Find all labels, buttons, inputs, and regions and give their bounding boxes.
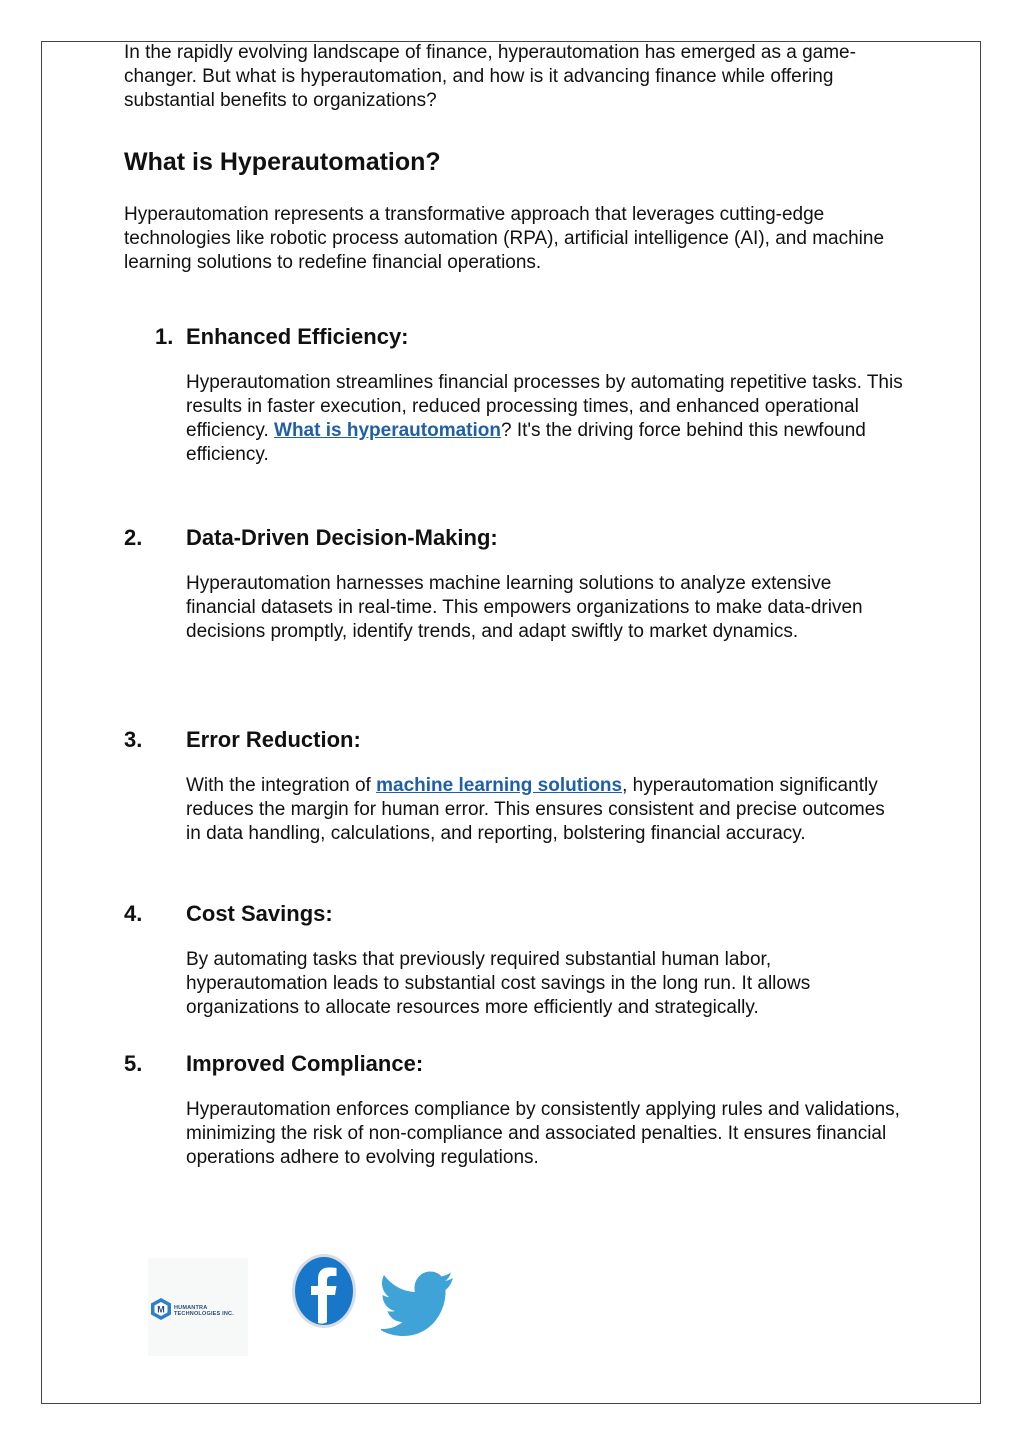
benefit-heading: [124, 524, 904, 552]
intro-paragraph: In the rapidly evolving landscape of finance, hyperautomation has emerged as a game-changer. But what is hyperautomation, and how is it advancing finance while offering substantial benefits to organizations?: [124, 42, 856, 111]
benefit-body: By automating tasks that previously required substantial human labor, hyperautomation leads to substantial cost savings in the long run. It allows organizations to allocate resources more efficiently and strategically.: [186, 949, 811, 1018]
benefit-heading: [124, 726, 904, 754]
company-name-line1: HUMANTRA: [174, 1305, 208, 1311]
company-name-line2: TECHNOLOGIES INC.: [174, 1311, 234, 1317]
benefit-number: 4.: [124, 901, 143, 926]
benefit-body: [186, 371, 904, 467]
benefit-body: Hyperautomation enforces compliance by consistently applying rules and validations, minimizing the risk of non-compliance and associated penalties. It ensures financial operations adhere to evolving regulations.: [186, 1099, 900, 1168]
benefit-title: Data-Driven Decision-Making:: [186, 525, 498, 550]
twitter-icon[interactable]: [381, 1256, 453, 1342]
section-body: Hyperautomation represents a transformative approach that leverages cutting-edge technologies like robotic process automation (RPA), artificial intelligence (AI), and machine learning solutions to redefine financial operations.: [124, 204, 885, 273]
benefit-item: [124, 900, 904, 1020]
benefit-heading: [124, 1050, 904, 1078]
benefit-number: 2.: [124, 525, 143, 550]
benefit-text: , hyperautomation significantly reduces the margin for human error. This ensures consistent and precise outcomes in data handling, calculations, and reporting, bolstering financial accuracy.: [186, 775, 885, 844]
what-is-hyperautomation-link[interactable]: What is hyperautomation: [274, 420, 501, 441]
benefit-item: [124, 726, 904, 846]
benefit-number: 1.: [155, 324, 174, 349]
footer-logos: [148, 1252, 468, 1362]
section-title: What is Hyperautomation?: [124, 148, 441, 176]
benefit-title: Error Reduction:: [186, 727, 361, 752]
facebook-icon[interactable]: [291, 1252, 357, 1330]
benefit-heading: [124, 900, 904, 928]
benefit-title: Improved Compliance:: [186, 1051, 424, 1076]
benefit-number: 3.: [124, 727, 143, 752]
benefit-text: Hyperautomation streamlines financial processes by automating repetitive tasks. This results in faster execution, reduced processing times, and enhanced operational efficiency.: [186, 372, 903, 441]
humantra-logo-icon[interactable]: [148, 1258, 248, 1356]
benefit-item: [124, 1050, 904, 1170]
benefit-body: [186, 774, 904, 846]
benefit-title: Enhanced Efficiency:: [186, 324, 409, 349]
article-top: [124, 41, 904, 275]
svg-text:M: M: [157, 1304, 165, 1315]
benefit-body: Hyperautomation harnesses machine learning solutions to analyze extensive financial datasets in real-time. This empowers organizations to make data-driven decisions promptly, identify trends, and adapt swiftly to market dynamics.: [186, 573, 863, 642]
benefit-text: ? It's the driving force behind this newfound efficiency.: [186, 420, 866, 465]
benefit-item: [124, 524, 904, 644]
machine-learning-solutions-link[interactable]: machine learning solutions: [376, 775, 623, 796]
company-name: [174, 1305, 234, 1317]
benefit-title: Cost Savings:: [186, 901, 333, 926]
benefit-heading: [124, 323, 904, 351]
benefit-item: [124, 323, 904, 467]
benefit-number: 5.: [124, 1051, 143, 1076]
benefit-text: With the integration of: [186, 775, 377, 796]
